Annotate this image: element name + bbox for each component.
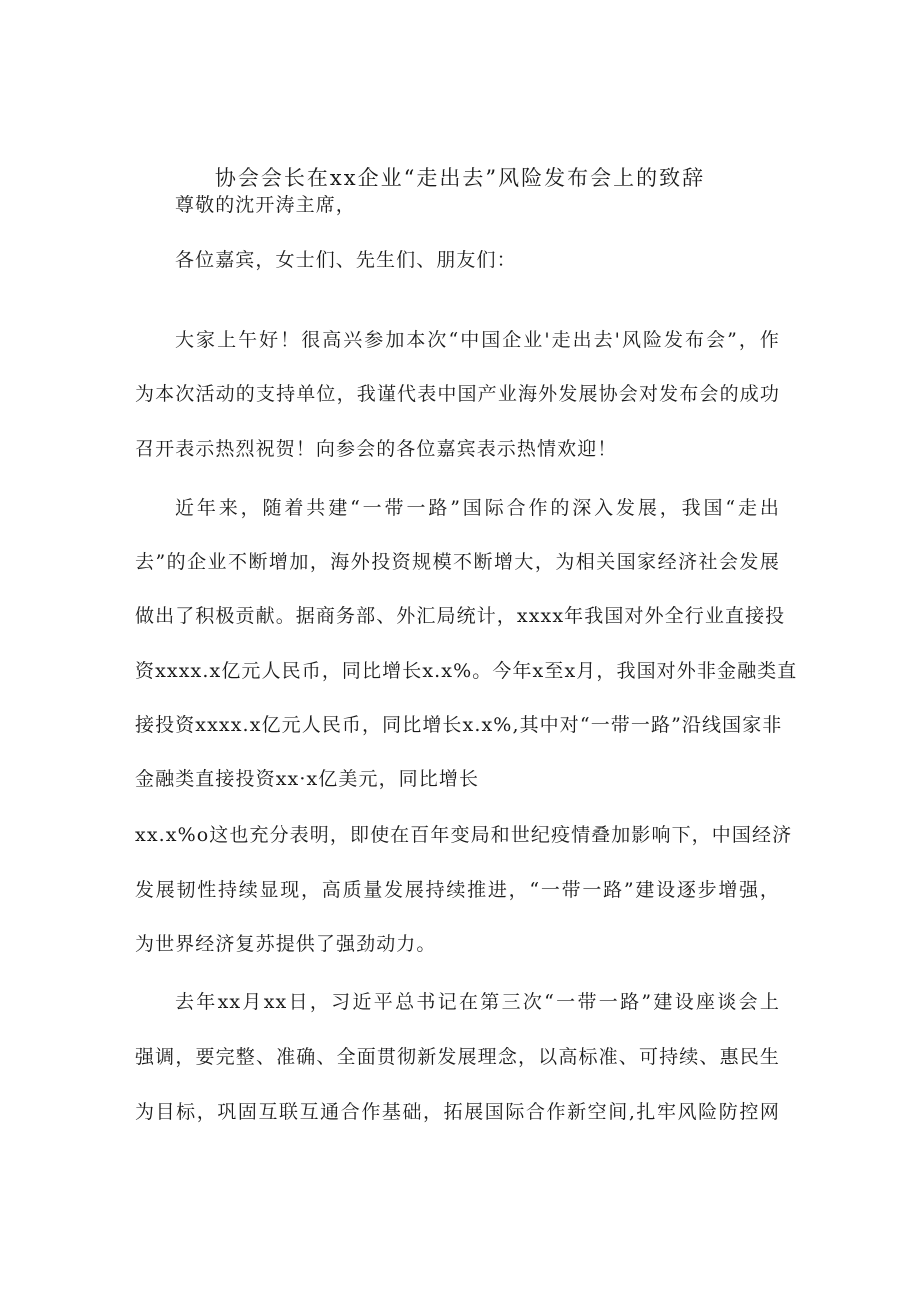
body-text-line: 资xxxx.x亿元人民币，同比增长x.x%。今年x至x月，我国对外非金融类直 <box>135 660 798 682</box>
document-title: 协会会长在xx企业“走出去”风险发布会上的致辞 <box>214 166 706 190</box>
body-text-line: xx.x%o这也充分表明，即使在百年变局和世纪疫情叠加影响下，中国经济 <box>135 824 793 846</box>
body-text-line: 去年xx月xx日，习近平总书记在第三次“一带一路”建设座谈会上 <box>175 991 780 1013</box>
body-text-line: 发展韧性持续显现，高质量发展持续推进，“一带一路”建设逐步增强， <box>135 879 780 901</box>
body-text-line: 大家上午好！很高兴参加本次“中国企业'走出去'风险发布会”，作 <box>175 329 780 351</box>
salutation-line: 尊敬的沈开涛主席， <box>175 194 356 216</box>
body-text-line: 为世界经济复苏提供了强劲动力。 <box>135 933 437 955</box>
body-text-line: 为目标，巩固互联互通合作基础，拓展国际合作新空间,扎牢风险防控网 <box>135 1101 780 1123</box>
body-text-line: 召开表示热烈祝贺！向参会的各位嘉宾表示热情欢迎！ <box>135 438 618 460</box>
body-text-line: 接投资xxxx.x亿元人民币，同比增长x.x%,其中对“一带一路”沿线国家非 <box>135 714 783 736</box>
body-text-line: 做出了积极贡献。据商务部、外汇局统计，xxxx年我国对外全行业直接投 <box>135 605 786 627</box>
salutation-line: 各位嘉宾，女士们、先生们、朋友们： <box>175 249 517 271</box>
body-text-line: 近年来，随着共建“一带一路”国际合作的深入发展，我国“走出 <box>175 497 780 519</box>
body-text-line: 去”的企业不断增加，海外投资规模不断增大，为相关国家经济社会发展 <box>135 551 780 573</box>
body-text-line: 金融类直接投资xx·x亿美元，同比增长 <box>135 768 480 790</box>
body-text-line: 强调，要完整、准确、全面贯彻新发展理念，以高标准、可持续、惠民生 <box>135 1046 780 1068</box>
body-text-line: 为本次活动的支持单位，我谨代表中国产业海外发展协会对发布会的成功 <box>135 383 780 405</box>
